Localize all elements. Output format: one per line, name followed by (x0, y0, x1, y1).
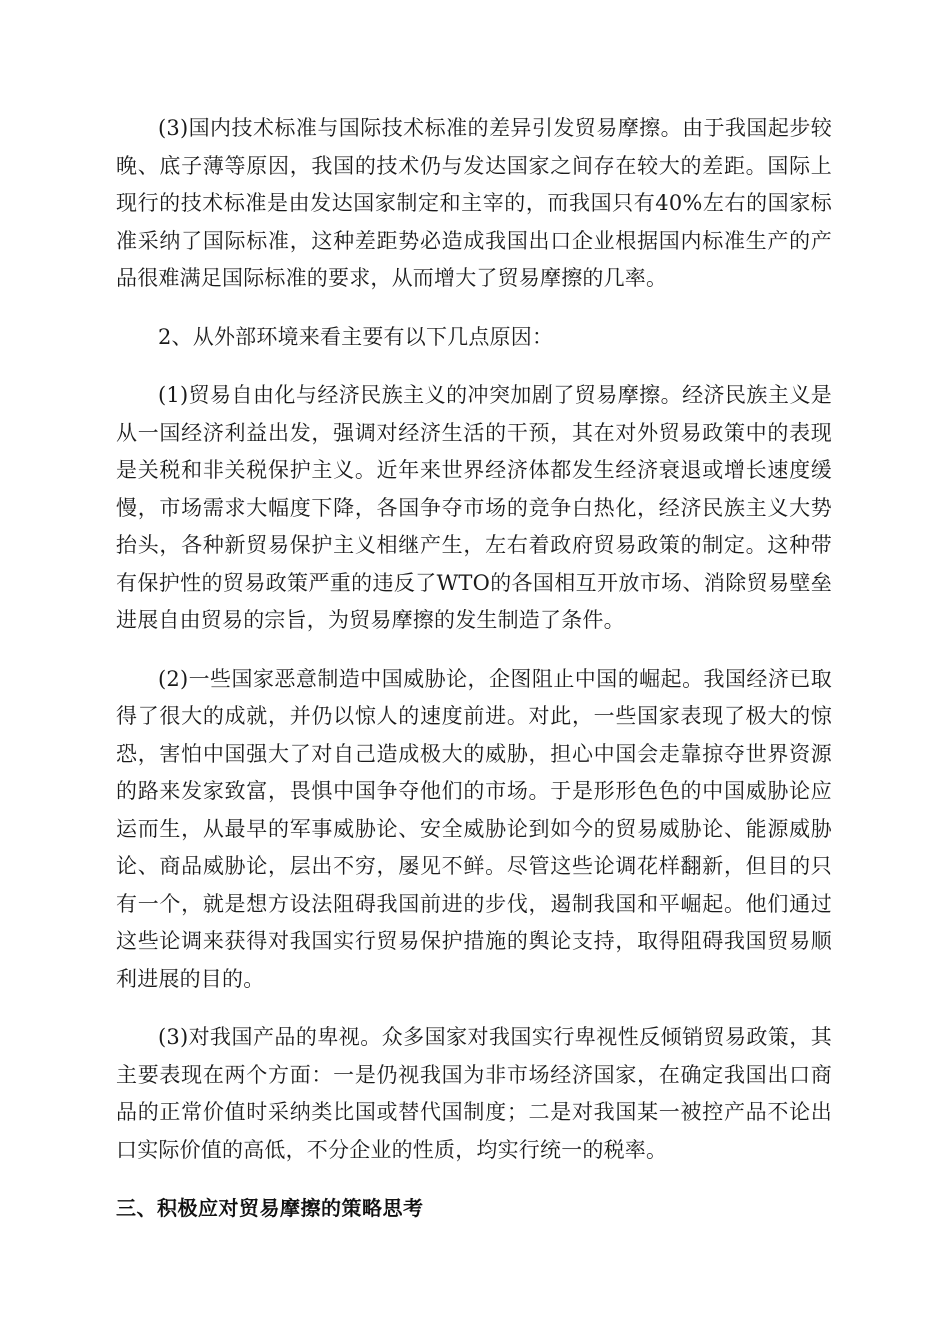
document-body (116, 110, 832, 1228)
paragraph-product-discrimination: (3)对我国产品的卑视。众多国家对我国实行卑视性反倾销贸易政策，其主要表现在两个方面：一是仍视我国为非市场经济国家，在确定我国出口商品的正常价值时采纳类比国或替代国制度；二是对我国某一被控产品不论出口实际价值的高低，不分企业的性质，均实行统一的税率。 (116, 1025, 832, 1162)
paragraph-china-threat-theory: (2)一些国家恶意制造中国威胁论，企图阻止中国的崛起。我国经济已取得了很大的成就，并仍以惊人的速度前进。对此，一些国家表现了极大的惊恐，害怕中国强大了对自己造成极大的威胁，担心中国会走靠掠夺世界资源的路来发家致富，畏惧中国争夺他们的市场。于是形形色色的中国威胁论应运而生，从最早的军事威胁论、安全威胁论到如今的贸易威胁论、能源威胁论、商品威胁论，层出不穷，屡见不鲜。尽管这些论调花样翻新，但目的只有一个，就是想方设法阻碍我国前进的步伐，遏制我国和平崛起。他们通过这些论调来获得对我国实行贸易保护措施的舆论支持，取得阻碍我国贸易顺利进展的目的。 (116, 666, 832, 991)
paragraph-trade-liberalization: (1)贸易自由化与经济民族主义的冲突加剧了贸易摩擦。经济民族主义是从一国经济利益出发，强调对经济生活的干预，其在对外贸易政策中的表现是关税和非关税保护主义。近年来世界经济体都发生经济衰退或增长速度缓慢，市场需求大幅度下降，各国争夺市场的竞争白热化，经济民族主义大势抬头，各种新贸易保护主义相继产生，左右着政府贸易政策的制定。这种带有保护性的贸易政策严重的违反了WTO的各国相互开放市场、消除贸易壁垒进展自由贸易的宗旨，为贸易摩擦的发生制造了条件。 (116, 383, 832, 632)
paragraph-external-reasons-intro: 2、从外部环境来看主要有以下几点原因： (158, 324, 554, 349)
paragraph-technical-standards: (3)国内技术标准与国际技术标准的差异引发贸易摩擦。由于我国起步较晚、底子薄等原因，我国的技术仍与发达国家之间存在较大的差距。国际上现行的技术标准是由发达国家制定和主宰的，而我国只有40%左右的国家标准采纳了国际标准，这种差距势必造成我国出口企业根据国内标准生产的产品很难满足国际标准的要求，从而增大了贸易摩擦的几率。 (116, 116, 832, 290)
section-heading: 三、积极应对贸易摩擦的策略思考 (116, 1196, 424, 1220)
